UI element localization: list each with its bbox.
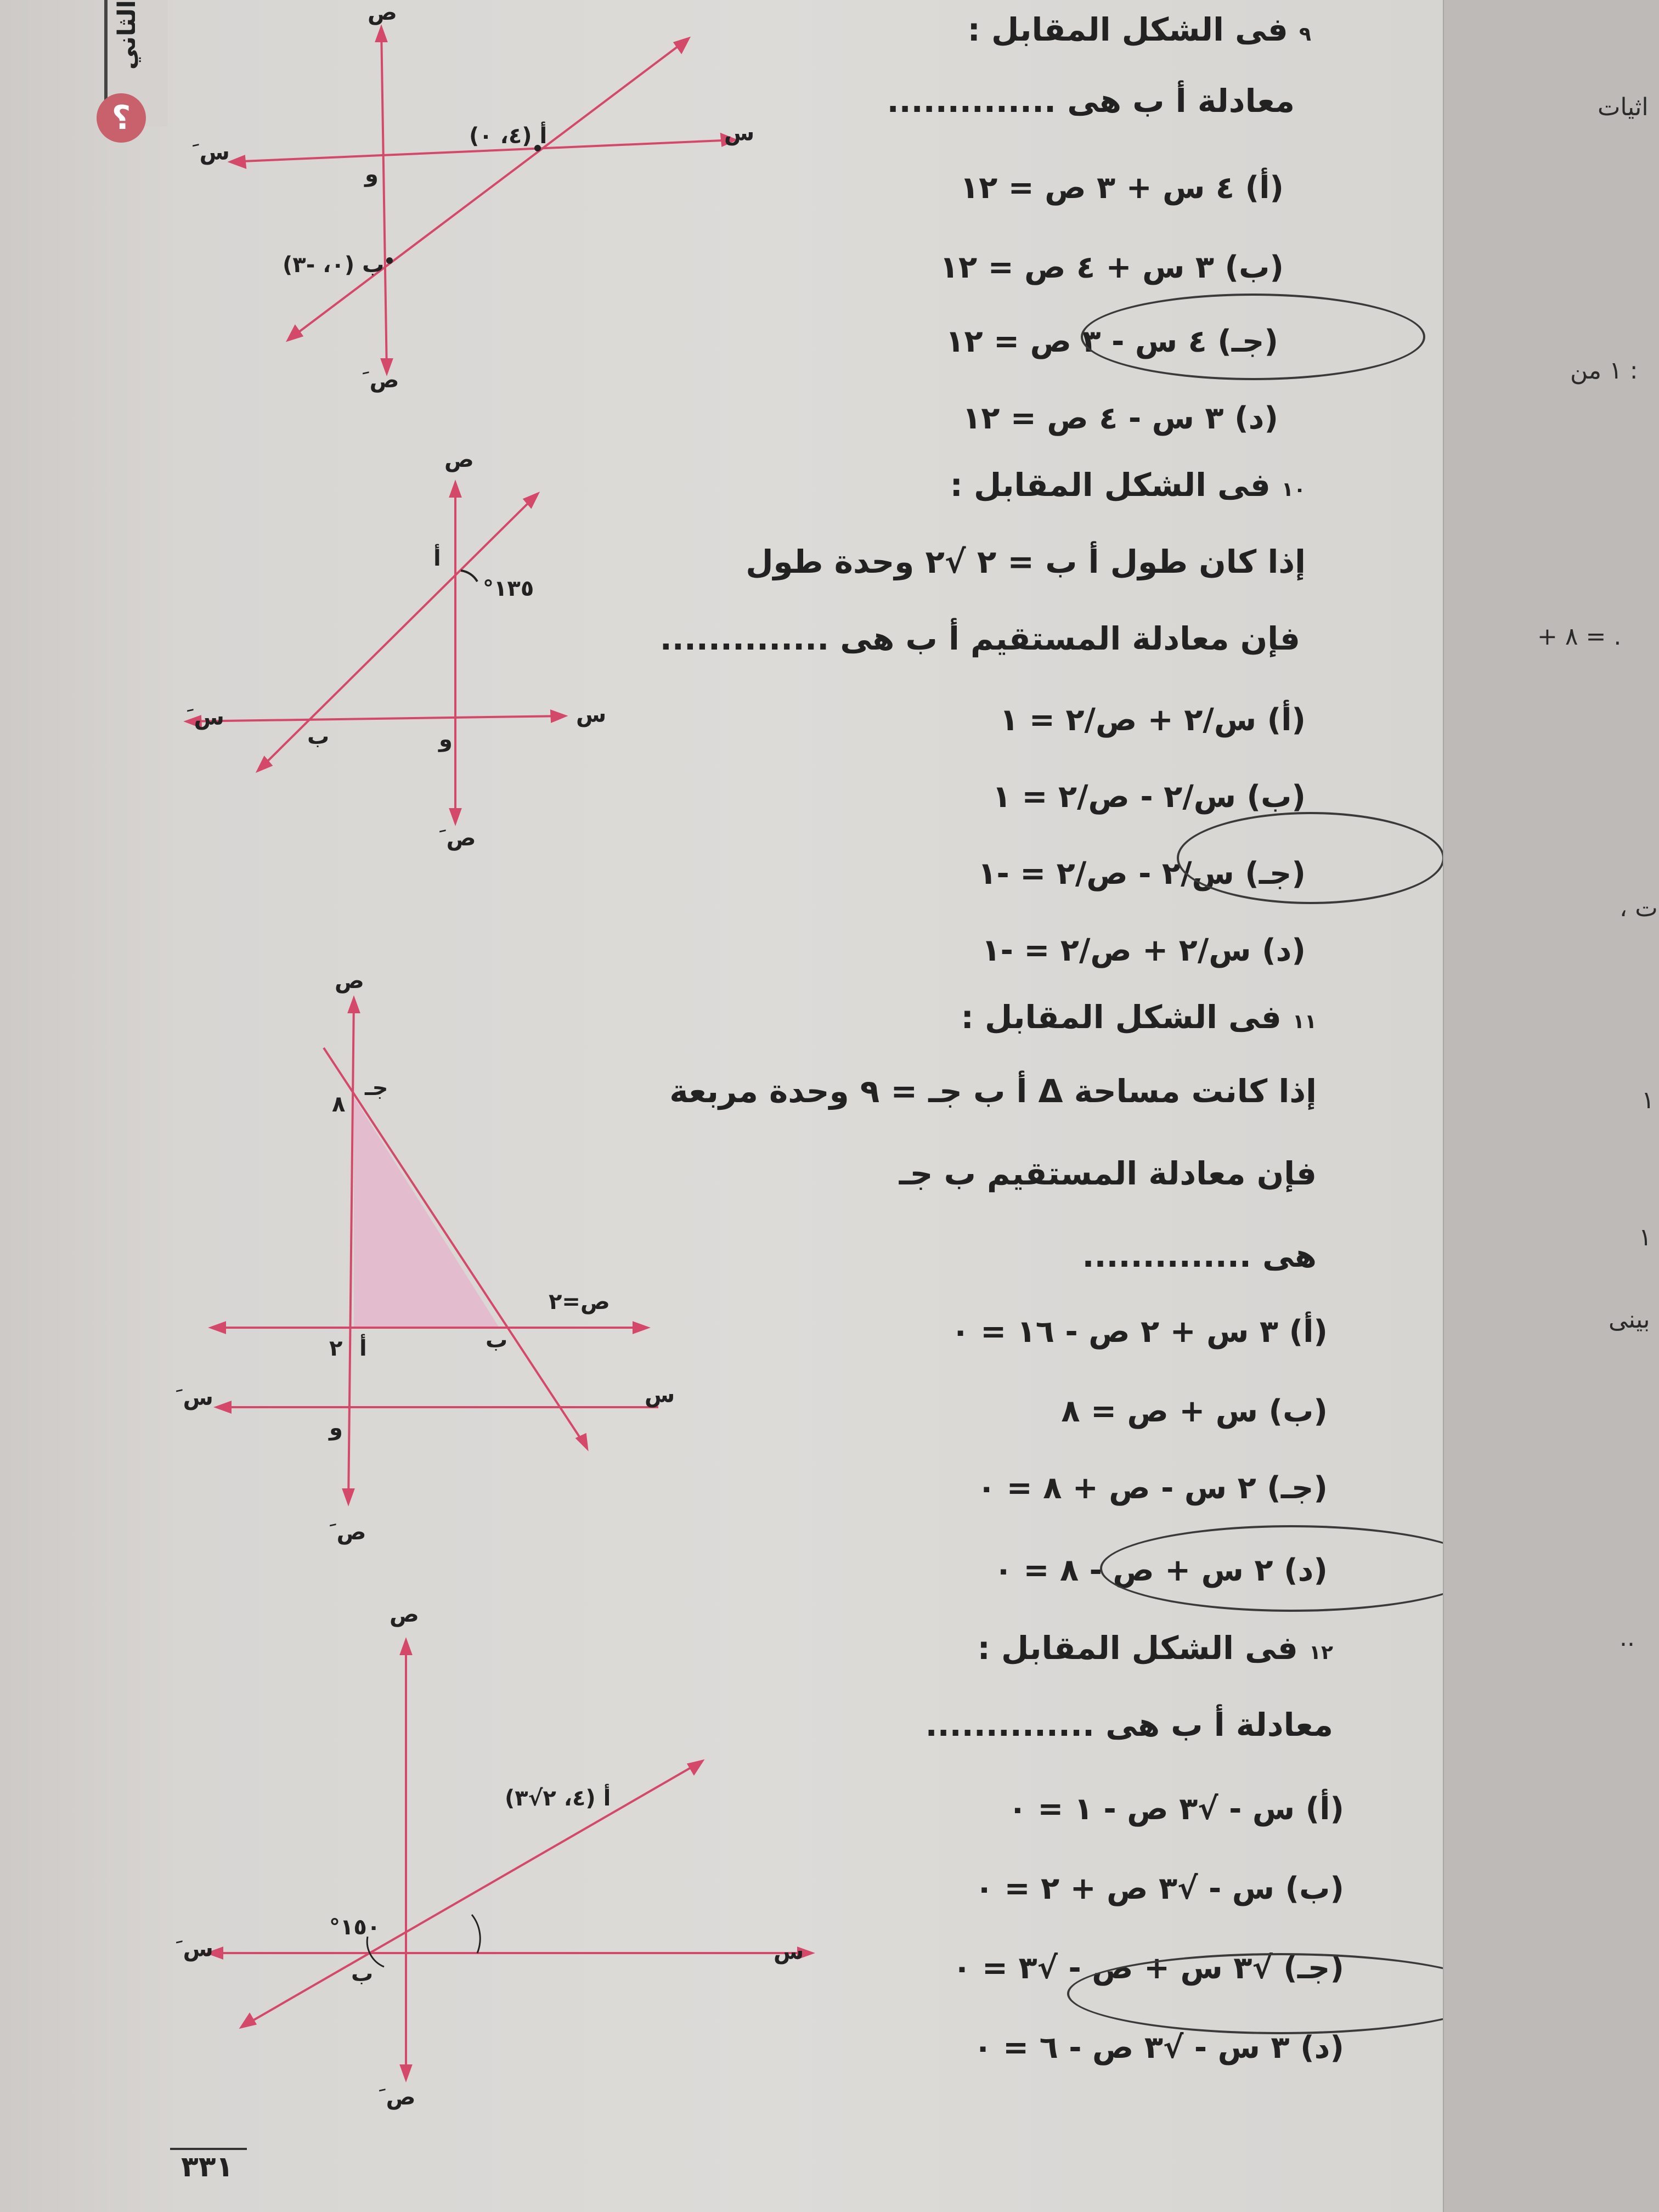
fig3-y8-label: ٨ [332,1092,346,1117]
fig2-point-b-label: ب [307,724,330,749]
q9-option-a: (أ) ٤ س + ٣ ص = ١٢ [960,170,1284,206]
q9-heading [968,11,1311,48]
page-number: ٣٣١ [181,2151,234,2183]
fig4-point-b-label: ب [351,1961,374,1987]
figure-1 [165,0,768,395]
fig3-y2-label: ٢ [329,1336,343,1361]
q11-heading-text: فى الشكل المقابل : [961,998,1282,1036]
fig3-y-neg-label: ص َ [329,1520,366,1545]
fig2-x-axis [187,716,565,721]
chapter-badge: ؟ [97,93,146,143]
fig3-point-a-label: أ [359,1336,367,1361]
fig3-point-b-label: ب [486,1328,508,1353]
q10-option-a: (أ) س/٢ + ص/٢ = ١ [1000,702,1306,738]
q11-option-c: (جـ) ٢ س - ص + ٨ = ٠ [977,1470,1328,1506]
fig2-x-pos-label: س [576,702,607,727]
q10-number: ١٠ [1282,478,1306,501]
fig4-y-pos-label: ص [390,1602,419,1627]
fig2-x-neg-label: س َ [187,705,224,730]
fig1-x-pos-label: س [724,121,755,146]
q11-heading [961,998,1317,1036]
q12-option-b: (ب) س - √٣ ص + ٢ = ٠ [974,1871,1344,1906]
fig3-x-neg-label: س َ [176,1385,213,1410]
fig3-origin-label: و [329,1415,343,1441]
fig2-origin-label: و [439,727,453,752]
q12-heading [978,1629,1333,1667]
next-page-text-4: ت ، [1620,894,1658,922]
q10-heading [950,466,1306,504]
q11-option-b: (ب) س + ص = ٨ [1061,1393,1328,1429]
fig3-line-label: ص=٢ [549,1289,610,1314]
figure-4 [165,1602,850,2123]
q12-option-a: (أ) س - √٣ ص - ١ = ٠ [1008,1791,1344,1827]
q12-option-d: (د) ٣ س - √٣ ص - ٦ = ٠ [973,2030,1344,2066]
fig2-y-pos-label: ص [444,447,474,472]
fig2-angle-label: ١٣٥° [483,576,534,601]
fig2-line-ab [258,494,538,771]
fig1-y-neg-label: ص َ [362,368,399,393]
fig3-x-pos-label: س [645,1383,675,1408]
figure-2 [165,450,658,867]
fig3-y-axis [348,998,354,1503]
fig4-point-a-label: أ (٤، ٢√٣) [505,1786,611,1811]
q12-stem: معادلة أ ب هى .............. [925,1706,1333,1743]
q9-answer-circle [1081,294,1425,380]
q11-option-d: (د) ٢ س + ص - ٨ = ٠ [994,1553,1328,1588]
next-page-edge [1443,0,1659,2212]
q11-stem-2: فإن معادلة المستقيم ب جـ [899,1155,1317,1192]
next-page-text-5: ١ [1641,1086,1655,1114]
q10-stem-1: إذا كان طول أ ب = ٢ √٢ وحدة طول [746,543,1306,580]
q9-stem: معادلة أ ب هى .............. [887,82,1295,120]
q11-stem-3: هى .............. [1082,1237,1317,1274]
fig3-shaded-triangle [354,1097,499,1328]
page-number-rule [170,2148,247,2150]
fig4-angle-label: ١٥٠° [329,1915,381,1940]
chapter-tab [104,0,168,137]
fig1-x-neg-label: س َ [192,140,230,165]
q10-option-b: (ب) س/٢ - ص/٢ = ١ [992,779,1306,815]
fig3-point-c-label: جـ [365,1075,388,1101]
fig4-y-neg-label: ص َ [379,2085,416,2110]
figure-3 [165,966,658,1542]
q11-number: ١١ [1293,1011,1317,1033]
fig1-origin-label: و [365,162,379,187]
q12-option-c: (جـ) √٣ س + ص - √٣ = ٠ [952,1950,1344,1986]
q9-heading-text: فى الشكل المقابل : [967,11,1288,48]
q10-option-c: (جـ) س/٢ - ص/٢ = -١ [978,856,1306,891]
fig4-x-pos-label: س [774,1939,804,1965]
fig2-point-a-label: أ [433,546,441,571]
q11-stem-1: إذا كانت مساحة Δ أ ب جـ = ٩ وحدة مربعة [669,1073,1317,1110]
next-page-text-1: اثيات [1598,93,1649,121]
q9-option-b: (ب) ٣ س + ٤ ص = ١٢ [939,250,1284,285]
q11-option-a: (أ) ٣ س + ٢ ص - ١٦ = ٠ [951,1314,1328,1350]
q12-number: ١٢ [1309,1641,1333,1664]
q10-answer-circle [1177,812,1444,904]
q10-option-d: (د) س/٢ + ص/٢ = -١ [981,933,1306,968]
q10-heading-text: فى الشكل المقابل : [950,466,1271,504]
chapter-tab-text: الثاني [113,0,141,70]
fig4-line-ab [241,1761,702,2027]
q12-answer-circle [1067,1953,1494,2034]
next-page-text-3: . = ٨ + [1537,623,1622,651]
q10-stem-2: فإن معادلة المستقيم أ ب هى .............. [659,620,1300,657]
fig2-y-neg-label: ص َ [439,826,476,851]
fig1-point-b-label: ب (٠، -٣) [283,252,385,278]
fig1-point-a-label: أ (٤، ٠) [469,123,548,149]
fig1-line-ab [288,38,689,340]
fig1-y-pos-label: ص [368,0,397,25]
q12-heading-text: فى الشكل المقابل : [977,1629,1298,1667]
next-page-text-2: : ١ من [1570,357,1638,385]
q9-option-c: (جـ) ٤ س - ٣ ص = ١٢ [945,324,1278,359]
q9-number: ٩ [1299,23,1311,46]
fig3-y-pos-label: ص [335,968,364,994]
fig4-x-neg-label: س َ [176,1937,213,1962]
next-page-text-8: .. [1620,1624,1635,1652]
next-page-text-6: ١ [1639,1223,1652,1251]
q9-option-d: (د) ٣ س - ٤ ص = ١٢ [962,400,1278,436]
next-page-text-7: بينى [1609,1306,1650,1334]
fig1-y-axis [381,27,387,373]
q11-answer-circle [1100,1525,1483,1612]
